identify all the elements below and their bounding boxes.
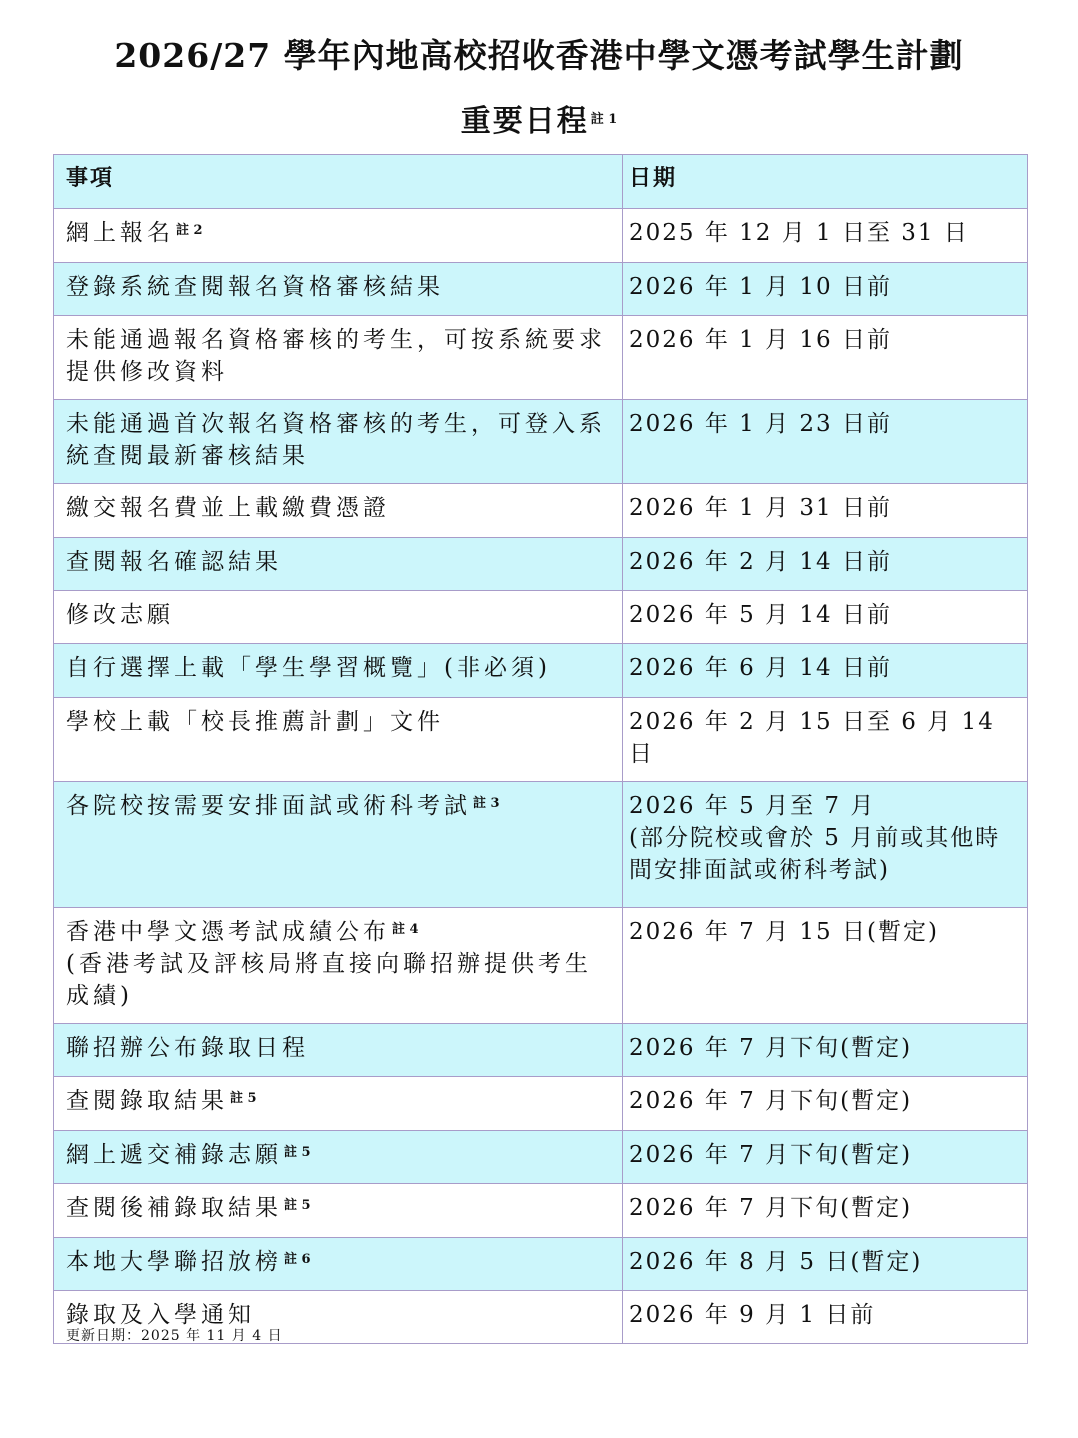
table-row [54, 908, 1028, 1024]
table-row [54, 484, 1028, 538]
footnote-mark: 註 6 [284, 1252, 311, 1267]
row-item: 自行選擇上載「學生學習概覽」(非必須) [54, 644, 623, 698]
footnote-mark: 註 5 [230, 1091, 257, 1106]
table-row [54, 400, 1028, 484]
footnote-mark: 註 4 [392, 922, 419, 937]
row-date: 2026 年 2 月 15 日至 6 月 14 日 [623, 698, 1028, 782]
row-item [54, 1238, 623, 1291]
row-date: 2026 年 7 月下旬(暫定) [623, 1184, 1028, 1238]
table-row [54, 782, 1028, 908]
header-date: 日期 [623, 155, 1028, 209]
table-row [54, 263, 1028, 316]
row-date: 2026 年 7 月下旬(暫定) [623, 1077, 1028, 1131]
row-item [54, 209, 623, 263]
row-item [54, 1077, 623, 1131]
row-item: 未能通過報名資格審核的考生，可按系統要求提供修改資料 [54, 316, 623, 400]
schedule-table [53, 154, 1028, 1344]
row-item-text: 查閱後補錄取結果 [66, 1195, 282, 1221]
row-date: 2026 年 1 月 16 日前 [623, 316, 1028, 400]
row-item-text: 網上遞交補錄志願 [66, 1142, 282, 1168]
row-date: 2026 年 7 月下旬(暫定) [623, 1024, 1028, 1077]
row-date: 2026 年 1 月 23 日前 [623, 400, 1028, 484]
subtitle-text: 重要日程 [460, 104, 589, 139]
row-date: 2026 年 2 月 14 日前 [623, 538, 1028, 591]
row-item: 修改志願 [54, 591, 623, 644]
row-date: 2026 年 7 月 15 日(暫定) [623, 908, 1028, 1024]
page-title: 2026/27 學年內地高校招收香港中學文憑考試學生計劃 [114, 36, 964, 75]
table-header-row [54, 155, 1028, 209]
row-date: 2026 年 9 月 1 日前 [623, 1291, 1028, 1344]
table-row [54, 591, 1028, 644]
table-row [54, 1077, 1028, 1131]
row-date: 2026 年 6 月 14 日前 [623, 644, 1028, 698]
table-row [54, 644, 1028, 698]
row-date: 2026 年 1 月 31 日前 [623, 484, 1028, 538]
footnote-mark: 註 5 [284, 1198, 311, 1213]
footnote-mark: 註 5 [284, 1145, 311, 1160]
row-date: 2026 年 7 月下旬(暫定) [623, 1131, 1028, 1184]
update-date: 更新日期：2025 年 11 月 4 日 [66, 1328, 283, 1344]
footnote-mark: 註 3 [473, 796, 500, 811]
row-date: 2025 年 12 月 1 日至 31 日 [623, 209, 1028, 263]
row-item: 聯招辦公布錄取日程 [54, 1024, 623, 1077]
table-row [54, 698, 1028, 782]
row-date-extra: (部分院校或會於 5 月前或其他時間安排面試或術科考試) [629, 825, 1001, 883]
row-item: 錄取及入學通知 [54, 1291, 623, 1344]
table-row [54, 538, 1028, 591]
row-item: 學校上載「校長推薦計劃」文件 [54, 698, 623, 782]
table-row [54, 1184, 1028, 1238]
row-item-text: 香港中學文憑考試成績公布 [66, 919, 390, 945]
table-row [54, 316, 1028, 400]
row-item: 繳交報名費並上載繳費憑證 [54, 484, 623, 538]
row-item [54, 1184, 623, 1238]
row-item: 未能通過首次報名資格審核的考生，可登入系統查閱最新審核結果 [54, 400, 623, 484]
table-row [54, 1238, 1028, 1291]
row-item-text: 查閱錄取結果 [66, 1088, 228, 1114]
row-date-text: 2026 年 5 月至 7 月 [629, 793, 876, 819]
table-row [54, 1131, 1028, 1184]
row-item-text: 各院校按需要安排面試或術科考試 [66, 793, 471, 819]
row-item-extra: (香港考試及評核局將直接向聯招辦提供考生成績) [66, 951, 592, 1009]
row-item [54, 908, 623, 1024]
row-date: 2026 年 5 月 14 日前 [623, 591, 1028, 644]
row-item [54, 1131, 623, 1184]
row-item: 查閱報名確認結果 [54, 538, 623, 591]
row-date: 2026 年 1 月 10 日前 [623, 263, 1028, 316]
row-date [623, 782, 1028, 908]
row-item: 登錄系統查閱報名資格審核結果 [54, 263, 623, 316]
row-item-text: 本地大學聯招放榜 [66, 1249, 282, 1275]
row-item [54, 782, 623, 908]
page-subtitle [0, 102, 1078, 142]
table-row [54, 1024, 1028, 1077]
header-item: 事項 [54, 155, 623, 209]
table-row [54, 209, 1028, 263]
row-item-text: 網上報名 [66, 220, 174, 246]
row-date: 2026 年 8 月 5 日(暫定) [623, 1238, 1028, 1291]
footnote-mark: 註 2 [176, 223, 203, 238]
subtitle-footnote-mark: 註 1 [590, 112, 618, 127]
